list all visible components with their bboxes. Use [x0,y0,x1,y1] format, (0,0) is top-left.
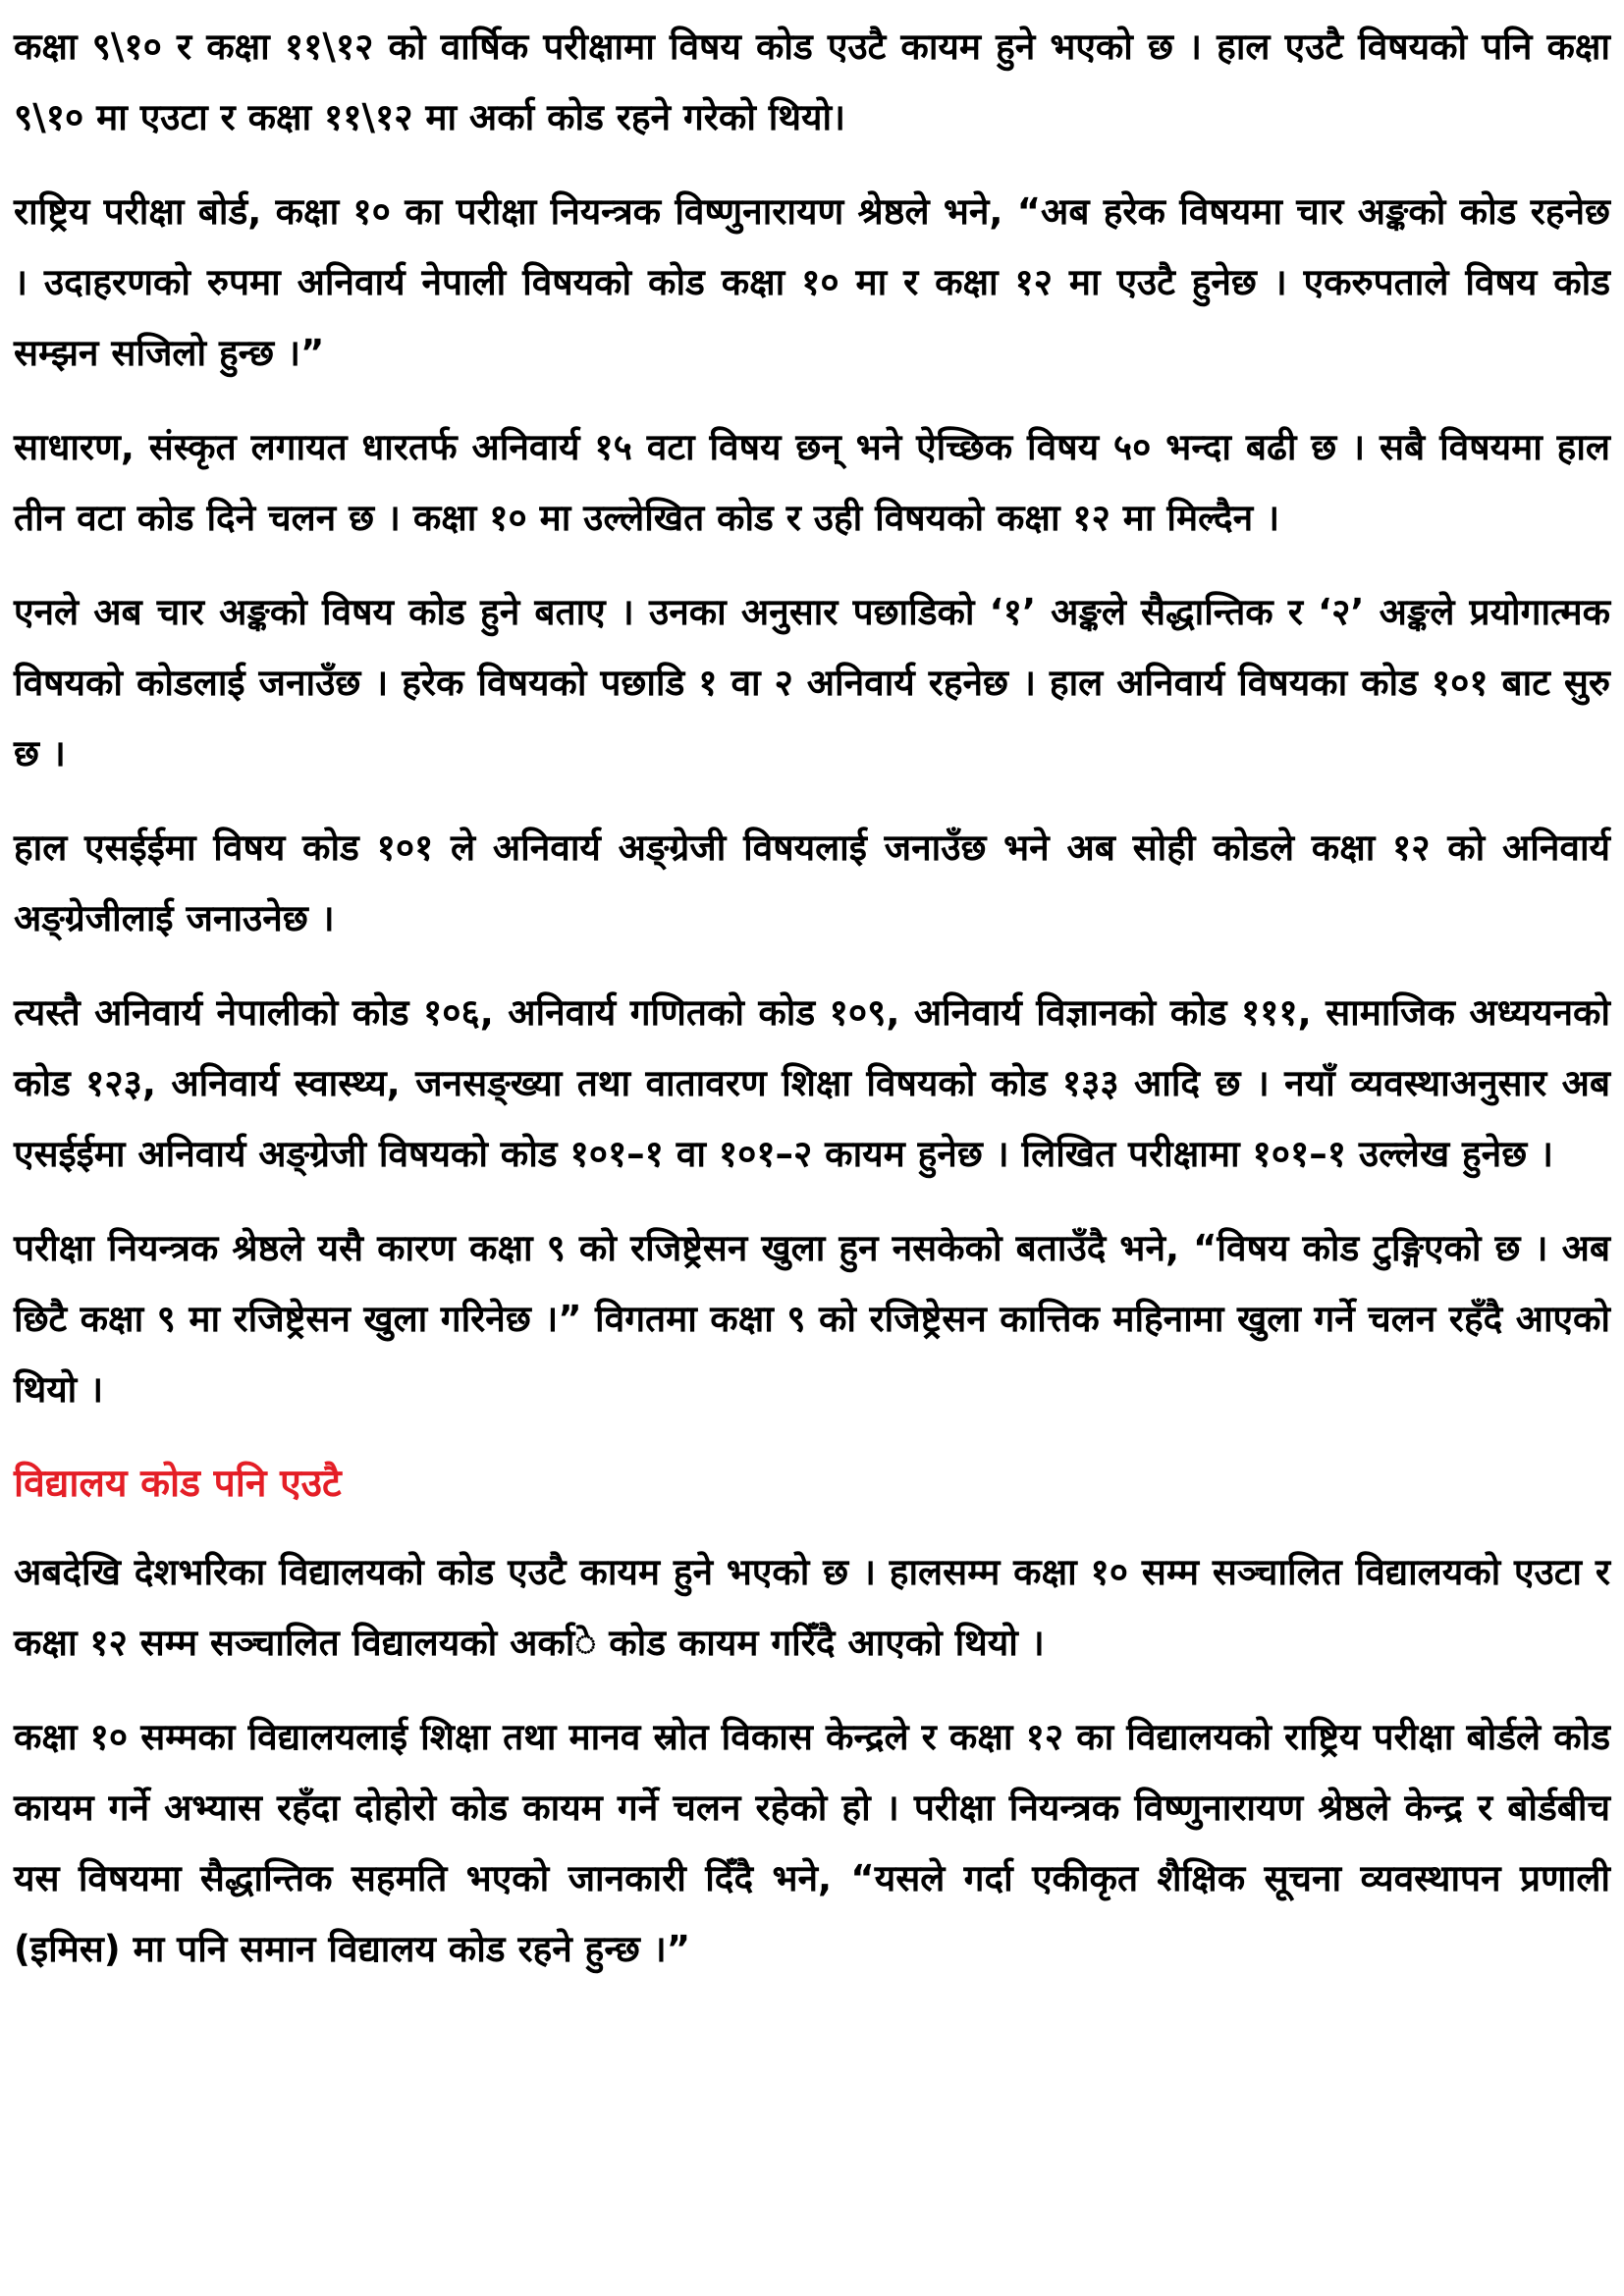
paragraph-exam-controller-quote: राष्ट्रिय परीक्षा बोर्ड, कक्षा १० का परीक्षा नियन्त्रक विष्णुनारायण श्रेष्ठले भने, “अब हरेक विषयमा चार अङ्कको कोड रहनेछ । उदाहरणको रुपमा अनिवार्य नेपाली विषयको कोड कक्षा १० मा र कक्षा १२ मा एउटै हुनेछ । एकरुपताले विषय कोड सम्झन सजिलो हुन्छ ।” [14,190,1610,374]
paragraph-code-examples: त्यस्तै अनिवार्य नेपालीको कोड १०६, अनिवार्य गणितको कोड १०९, अनिवार्य विज्ञानको कोड १११, सामाजिक अध्ययनको कोड १२३, अनिवार्य स्वास्थ्य, जनसङ्ख्या तथा वातावरण शिक्षा विषयको कोड १३३ आदि छ । नयाँ व्यवस्थाअनुसार अब एसईईमा अनिवार्य अङ्ग्रेजी विषयको कोड १०१–१ वा १०१–२ कायम हुनेछ । लिखित परीक्षामा १०१–१ उल्लेख हुनेछ । [14,991,1610,1175]
paragraph-school-code-agreement: कक्षा १० सम्मका विद्यालयलाई शिक्षा तथा मानव स्रोत विकास केन्द्रले र कक्षा १२ का विद्यालयको राष्ट्रिय परीक्षा बोर्डले कोड कायम गर्ने अभ्यास रहँदा दोहोरो कोड कायम गर्ने चलन रहेको हो । परीक्षा नियन्त्रक विष्णुनारायण श्रेष्ठले केन्द्र र बोर्डबीच यस विषयमा सैद्धान्तिक सहमति भएको जानकारी दिँदै भने, “यसले गर्दा एकीकृत शैक्षिक सूचना व्यवस्थापन प्रणाली (इमिस) मा पनि समान विद्यालय कोड रहने हुन्छ ।” [14,1716,1610,1970]
paragraph-school-code-intro: अबदेखि देशभरिका विद्यालयको कोड एउटै कायम हुने भएको छ । हालसम्म कक्षा १० सम्म सञ्चालित विद्यालयको एउटा र कक्षा १२ सम्म सञ्चालित विद्यालयको अर्का◌े कोड कायम गरिँदै आएको थियो । [14,1551,1610,1664]
article-page [14,12,1610,2008]
paragraph-see-code-101: हाल एसईईमा विषय कोड १०१ ले अनिवार्य अङ्ग्रेजी विषयलाई जनाउँछ भने अब सोही कोडले कक्षा १२ को अनिवार्य अङ्ग्रेजीलाई जनाउनेछ । [14,827,1610,939]
section-heading-school-code: विद्यालय कोड पनि एउटै [14,1462,342,1506]
paragraph-subject-code-intro: कक्षा ९\१० र कक्षा ११\१२ को वार्षिक परीक्षामा विषय कोड एउटै कायम हुने भएको छ । हाल एउटै विषयको पनि कक्षा ९\१० मा एउटा र कक्षा ११\१२ मा अर्का कोड रहने गरेको थियो। [14,26,1610,138]
paragraph-registration: परीक्षा नियन्त्रक श्रेष्ठले यसै कारण कक्षा ९ को रजिष्ट्रेसन खुला हुन नसकेको बताउँदै भने, “विषय कोड टुङ्गिएको छ । अब छिटै कक्षा ९ मा रजिष्ट्रेसन खुला गरिनेछ ।” विगतमा कक्षा ९ को रजिष्ट्रेसन कात्तिक महिनामा खुला गर्ने चलन रहँदै आएको थियो । [14,1227,1610,1411]
paragraph-four-digit-code: एनले अब चार अङ्कको विषय कोड हुने बताए । उनका अनुसार पछाडिको ‘१’ अङ्कले सैद्धान्तिक र ‘२’ अङ्कले प्रयोगात्मक विषयको कोडलाई जनाउँछ । हरेक विषयको पछाडि १ वा २ अनिवार्य रहनेछ । हाल अनिवार्य विषयका कोड १०१ बाट सुरु छ । [14,591,1610,774]
paragraph-subject-count: साधारण, संस्कृत लगायत धारतर्फ अनिवार्य १५ वटा विषय छन् भने ऐच्छिक विषय ५० भन्दा बढी छ । सबै विषयमा हाल तीन वटा कोड दिने चलन छ । कक्षा १० मा उल्लेखित कोड र उही विषयको कक्षा १२ मा मिल्दैन । [14,426,1610,539]
